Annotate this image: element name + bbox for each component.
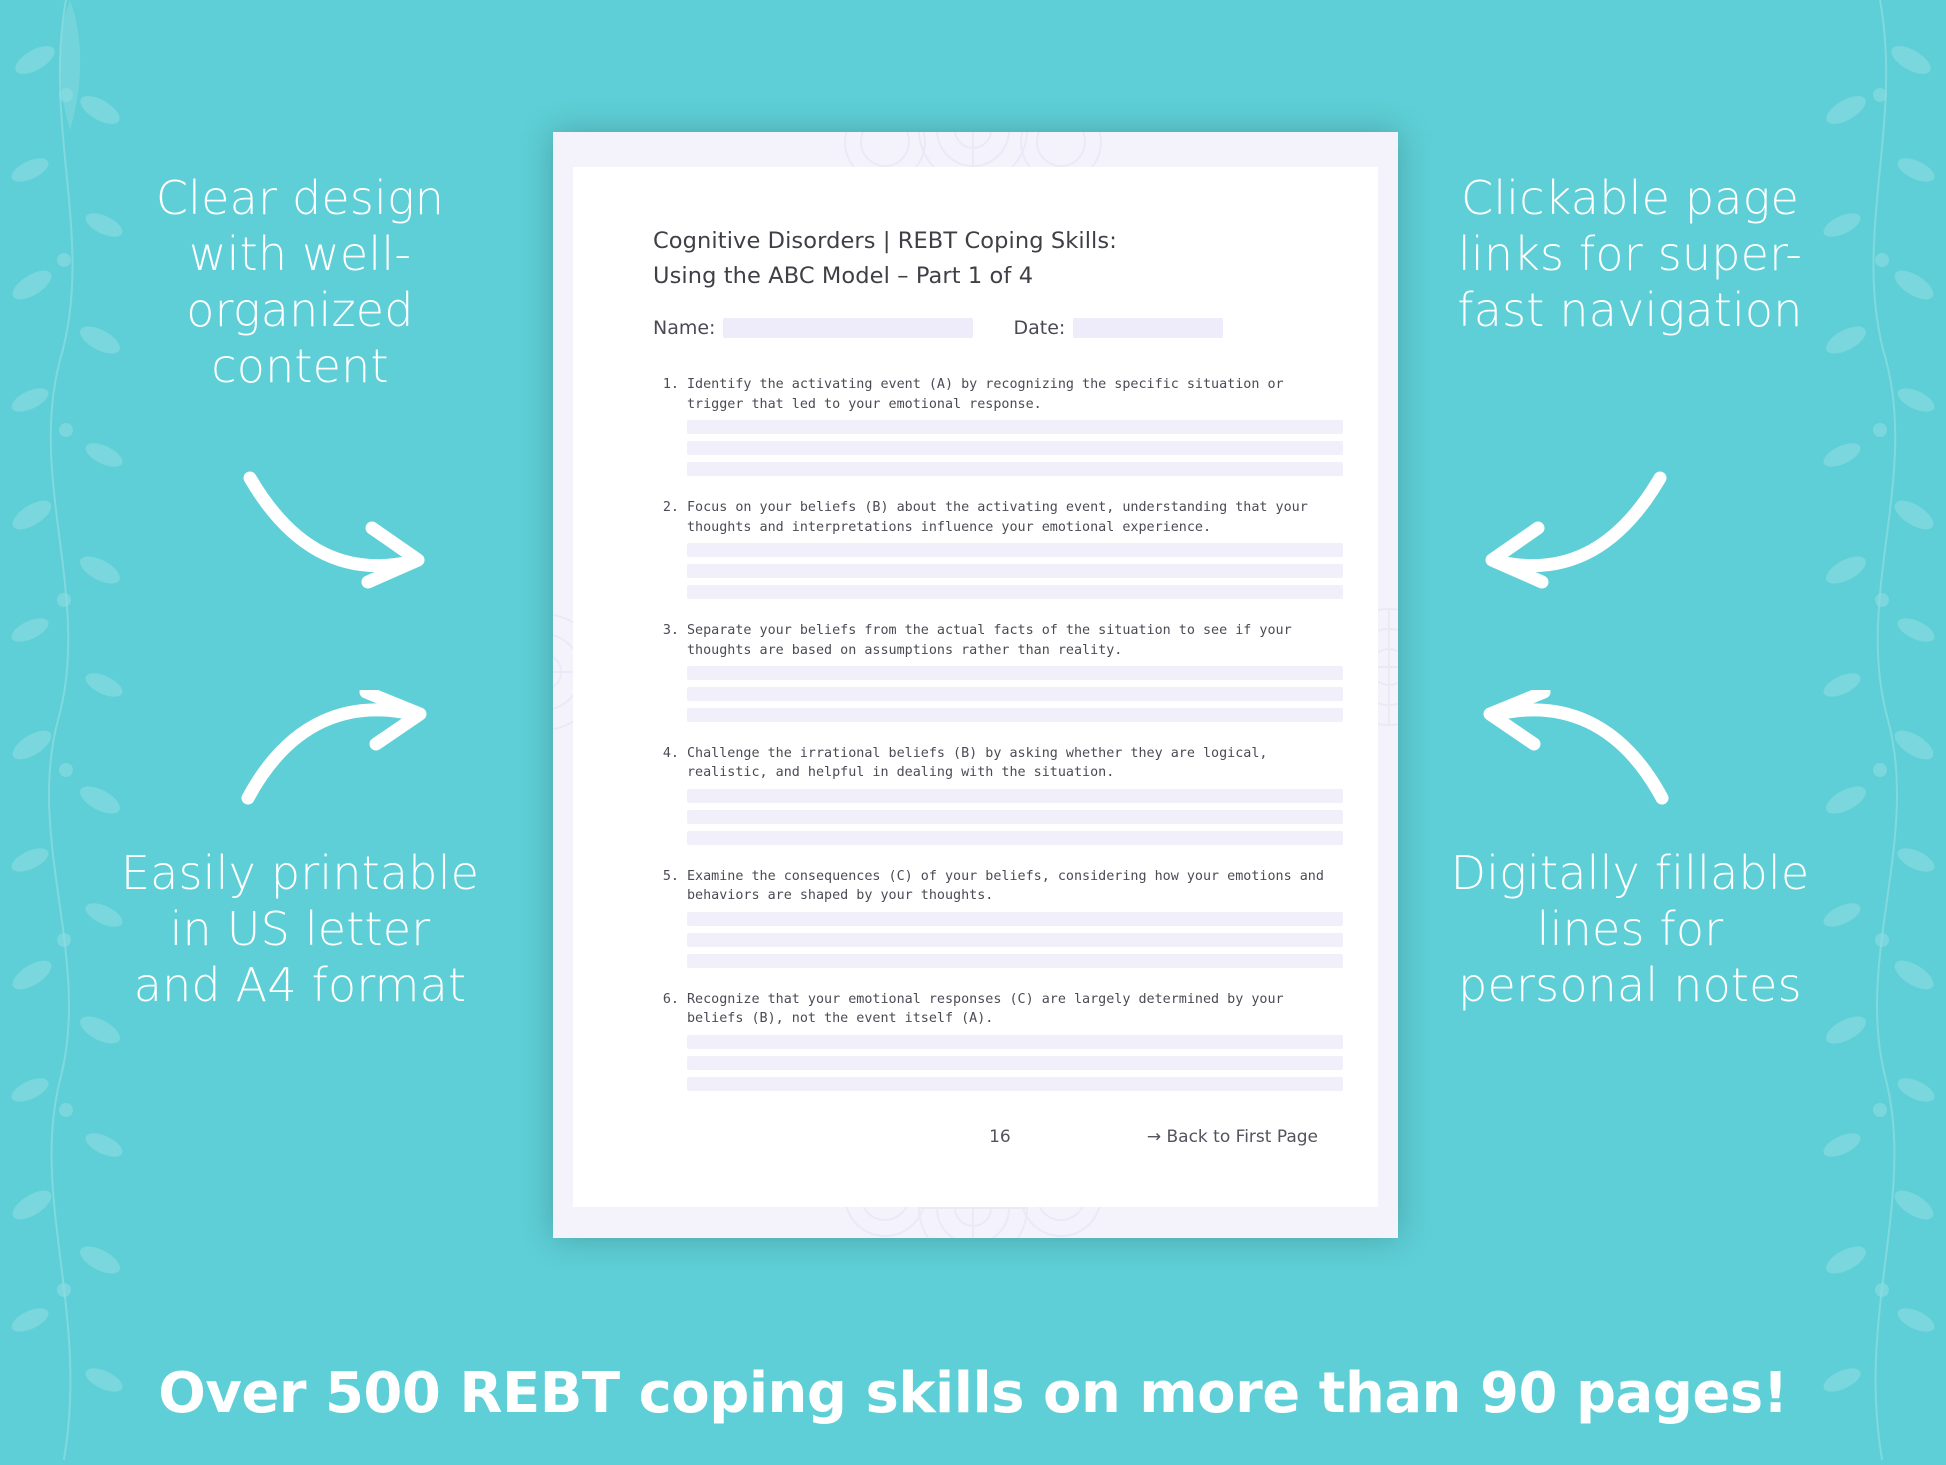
fillable-line[interactable] bbox=[687, 810, 1343, 824]
fillable-line[interactable] bbox=[687, 1035, 1343, 1049]
fillable-line[interactable] bbox=[687, 954, 1343, 968]
fillable-line[interactable] bbox=[687, 1056, 1343, 1070]
fillable-line[interactable] bbox=[687, 912, 1343, 926]
fillable-line[interactable] bbox=[687, 564, 1343, 578]
item-answer-lines bbox=[687, 912, 1343, 968]
page-title-line2: Using the ABC Model – Part 1 of 4 bbox=[653, 262, 1034, 289]
item-text: Identify the activating event (A) by recognizing the specific situation or trigger that led to your emotional response. bbox=[687, 377, 1284, 412]
worksheet-items bbox=[653, 375, 1343, 1090]
fillable-line[interactable] bbox=[687, 420, 1343, 434]
callout-fillable-lines: Digitally fillable lines for personal notes bbox=[1450, 846, 1810, 1013]
item-number: 3. bbox=[662, 623, 679, 639]
item-answer-lines bbox=[687, 789, 1343, 845]
item-number: 2. bbox=[662, 500, 679, 516]
item-number: 4. bbox=[662, 746, 679, 761]
fillable-line[interactable] bbox=[687, 585, 1343, 599]
callout-printable: Easily printable in US letter and A4 format bbox=[120, 846, 480, 1013]
promo-banner: Over 500 REBT coping skills on more than 90 pages! bbox=[158, 1361, 1788, 1426]
callout-clear-design: Clear design with well-organized content bbox=[155, 171, 445, 394]
item-answer-lines bbox=[687, 666, 1343, 722]
page-footer bbox=[653, 1127, 1318, 1147]
arrow-bottom-right-icon bbox=[1470, 690, 1670, 815]
date-input[interactable] bbox=[1073, 318, 1223, 338]
item-answer-lines bbox=[687, 543, 1343, 599]
callout-clickable-links: Clickable page links for super-fast navigation bbox=[1457, 171, 1803, 338]
back-to-first-page-link[interactable]: → Back to First Page bbox=[1146, 1127, 1318, 1147]
item-text: Examine the consequences (C) of your beliefs, considering how your emotions and behaviors are shaped by your thoughts. bbox=[687, 868, 1324, 904]
item-answer-lines bbox=[687, 420, 1343, 476]
date-label: Date: bbox=[1013, 317, 1066, 340]
list-item bbox=[653, 375, 1343, 476]
list-item bbox=[653, 867, 1343, 968]
name-input[interactable] bbox=[723, 318, 973, 338]
fillable-line[interactable] bbox=[687, 789, 1343, 803]
page-title-line1: Cognitive Disorders | REBT Coping Skills: bbox=[653, 228, 1117, 254]
fillable-line[interactable] bbox=[687, 441, 1343, 455]
list-item bbox=[653, 990, 1343, 1091]
worksheet-sheet bbox=[553, 132, 1398, 1238]
arrow-bottom-left-icon bbox=[240, 690, 440, 815]
arrow-top-right-icon bbox=[1470, 470, 1670, 595]
worksheet-page bbox=[573, 167, 1378, 1207]
fillable-line[interactable] bbox=[687, 687, 1343, 701]
name-label: Name: bbox=[653, 317, 716, 340]
arrow-top-left-icon bbox=[240, 470, 440, 595]
item-answer-lines bbox=[687, 1035, 1343, 1091]
item-text: Focus on your beliefs (B) about the activating event, understanding that your thoughts and interpretations influence your emotional experience. bbox=[687, 500, 1308, 535]
item-text: Recognize that your emotional responses (C) are largely determined by your beliefs (B), not the event itself (A). bbox=[687, 991, 1284, 1027]
fillable-line[interactable] bbox=[687, 666, 1343, 680]
list-item bbox=[653, 498, 1343, 599]
fillable-line[interactable] bbox=[687, 462, 1343, 476]
fillable-line[interactable] bbox=[687, 708, 1343, 722]
item-text: Separate your beliefs from the actual facts of the situation to see if your thoughts are based on assumptions rather than reality. bbox=[687, 623, 1292, 658]
page-title bbox=[653, 227, 1343, 291]
fillable-line[interactable] bbox=[687, 831, 1343, 845]
page-number: 16 bbox=[989, 1127, 1011, 1147]
meta-row bbox=[653, 317, 1343, 339]
item-number: 5. bbox=[662, 868, 679, 884]
floral-border-right bbox=[1811, 0, 1946, 1460]
item-number: 6. bbox=[662, 991, 679, 1007]
fillable-line[interactable] bbox=[687, 1077, 1343, 1091]
fillable-line[interactable] bbox=[687, 543, 1343, 557]
item-text: Challenge the irrational beliefs (B) by asking whether they are logical, realistic, and helpful in dealing with the situation. bbox=[687, 746, 1268, 781]
list-item bbox=[653, 744, 1343, 845]
fillable-line[interactable] bbox=[687, 933, 1343, 947]
list-item bbox=[653, 621, 1343, 722]
floral-border-left bbox=[0, 0, 135, 1460]
item-number: 1. bbox=[662, 377, 679, 393]
